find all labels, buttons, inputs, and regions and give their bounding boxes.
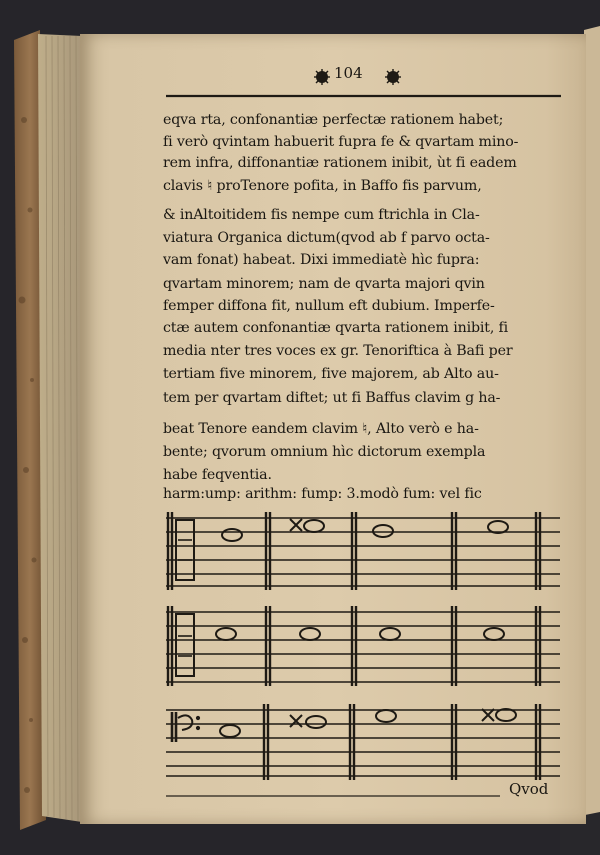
text-line-4: clavis ♮ proTenore pofita, in Baffo fis parvum, — [163, 178, 482, 194]
text-line-9: femper diffona fit, nullum eft dubium. Imperfe- — [163, 298, 495, 314]
text-line-10: ctæ autem confonantiæ qvarta rationem inibit, fi — [163, 320, 509, 336]
text-line-11: media nter tres voces ex gr. Tenoriftica à Bafi per — [163, 343, 513, 359]
text-line-1: eqva rta, confonantiæ perfectæ rationem habet; — [163, 112, 504, 128]
music-staff-1 — [166, 512, 560, 590]
text-line-2: fi verò qvintam habuerit fupra fe & qvartam mino- — [163, 134, 519, 150]
text-line-12: tertiam five minorem, five majorem, ab Alto au- — [163, 366, 499, 382]
text-line-16: habe feqventia. — [163, 467, 272, 483]
music-staff-2 — [166, 606, 560, 686]
text-line-14: beat Tenore eandem clavim ♮, Alto verò e ha- — [163, 421, 479, 437]
text-line-13: tem per qvartam diftet; ut fi Baffus clavim g ha- — [163, 390, 501, 406]
left-ornament-icon — [314, 69, 330, 85]
music-staff-3 — [166, 704, 560, 780]
text-line-7: vam fonat) habeat. Dixi immediatè hìc fupra: — [163, 252, 480, 268]
page-number: 104 — [334, 64, 363, 82]
text-line-3: rem infra, diffonantiæ rationem inibit, ùt fi eadem — [163, 155, 517, 171]
text-line-15: bente; qvorum omnium hìc dictorum exempla — [163, 444, 486, 460]
text-line-6: viatura Organica dictum(qvod ab f parvo octa- — [163, 230, 490, 246]
text-line-5: & inAltoitidem fis nempe cum ftrichla in Cla- — [163, 207, 480, 223]
text-line-17: harm:ump: arithm: fump: 3.modò fum: vel fic — [163, 486, 482, 502]
text-line-8: qvartam minorem; nam de qvarta majori qvin — [163, 276, 485, 292]
catchword: Qvod — [509, 780, 549, 798]
right-ornament-icon — [385, 69, 401, 85]
